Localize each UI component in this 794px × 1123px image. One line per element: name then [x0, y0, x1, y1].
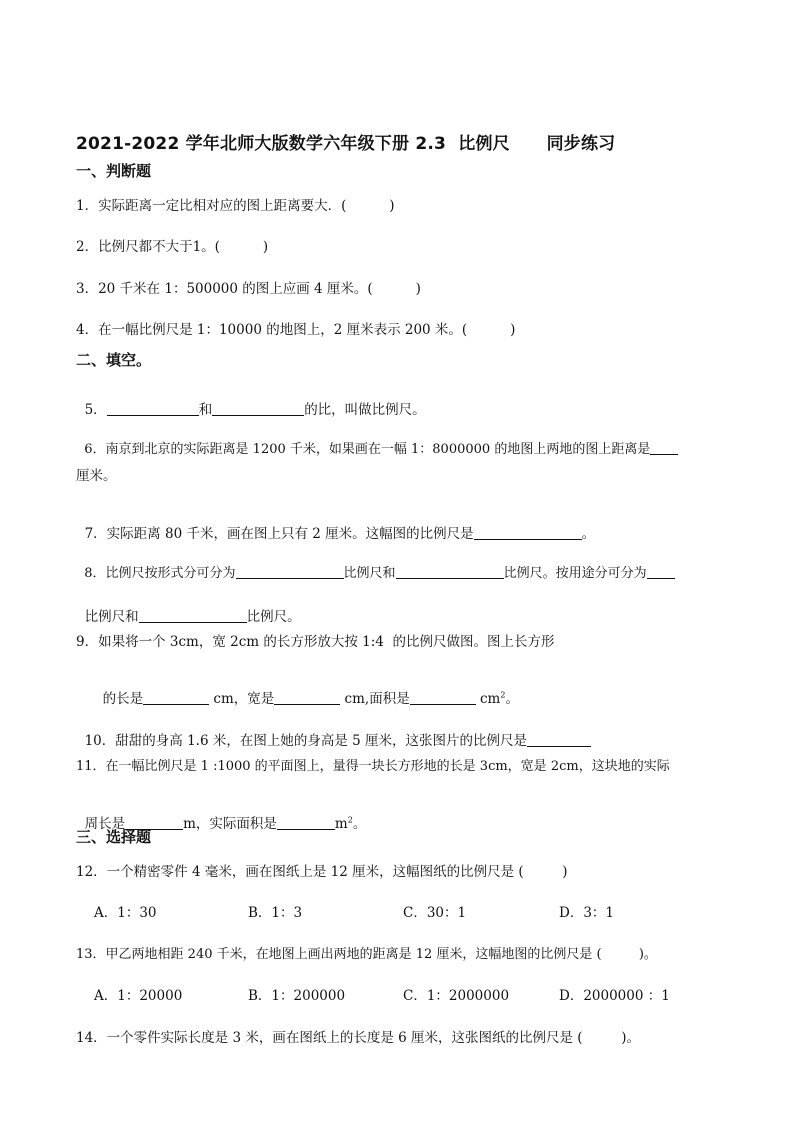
question-5-number: 5．: [84, 402, 107, 418]
page-title: 2021-2022 学年北师大版数学六年级下册 2.3 比例尺 同步练习: [76, 134, 616, 154]
question-11-text: 。: [352, 816, 367, 832]
question-8-text: 8．比例尺按形式分可分为: [84, 566, 236, 581]
question-3: 3．20 千米在 1：500000 的图上应画 4 厘米。( ): [76, 281, 421, 297]
question-9-cont: [94, 671, 519, 707]
question-8-cont: [76, 589, 301, 625]
question-9-text: cm,面积是: [340, 691, 410, 707]
superscript: 2: [500, 690, 506, 700]
question-5: [76, 382, 426, 418]
answer-blank[interactable]: [139, 608, 247, 623]
question-14: 14．一个零件实际长度是 3 米，画在图纸上的长度是 6 厘米，这张图纸的比例尺是 ( )。: [76, 1030, 640, 1046]
question-9-text: cm，宽是: [209, 691, 275, 707]
question-1: 1．实际距离一定比相对应的图上距离要大．( ): [76, 198, 395, 214]
question-8: [76, 547, 675, 581]
option-b[interactable]: B．1：3: [248, 905, 303, 921]
answer-blank[interactable]: [236, 564, 344, 579]
section-heading-judgement: 一、判断题: [76, 162, 152, 180]
question-11: 11．在一幅比例尺是 1 :1000 的平面图上，量得一块长方形地的长是 3cm，宽是 2cm，这块地的实际: [76, 759, 670, 774]
option-a[interactable]: A．1：20000: [94, 988, 183, 1004]
question-5-text: 和: [198, 402, 213, 418]
section-heading-fill: 二、填空。: [76, 351, 152, 369]
option-a[interactable]: A．1：30: [94, 905, 157, 921]
question-9-text: cm: [475, 691, 501, 707]
section-heading-choice: 三、选择题: [76, 828, 152, 846]
question-8-text: 比例尺和: [343, 566, 396, 581]
answer-blank[interactable]: [650, 440, 678, 455]
question-11-text: m，实际面积是: [183, 816, 277, 832]
question-8-text: 比例尺。按用途分可分为: [503, 566, 647, 581]
question-9-text: 。: [505, 691, 519, 707]
answer-blank[interactable]: [410, 690, 476, 705]
question-5-text: 的比，叫做比例尺。: [304, 402, 426, 418]
question-12: 12．一个精密零件 4 毫米，画在图纸上是 12 厘米，这幅图纸的比例尺是 ( ): [76, 864, 568, 880]
answer-blank[interactable]: [107, 401, 199, 416]
question-2: 2．比例尺都不大于1。( ): [76, 239, 269, 255]
option-c[interactable]: C．1：2000000: [403, 988, 510, 1004]
answer-blank[interactable]: [647, 564, 675, 579]
question-7: [76, 506, 595, 542]
option-d[interactable]: D．2000000 ：1: [559, 988, 670, 1004]
answer-blank[interactable]: [277, 815, 335, 830]
question-6-text: 6．南京到北京的实际距离是 1200 千米，如果画在一幅 1：8000000 的地图上两地的图上距离是: [84, 442, 651, 457]
question-10-text: 10．甜甜的身高 1.6 米，在图上她的身高是 5 厘米，这张图片的比例尺是: [84, 733, 527, 749]
option-c[interactable]: C．30：1: [403, 905, 467, 921]
question-11-text: m: [334, 816, 348, 832]
answer-blank[interactable]: [212, 401, 304, 416]
question-4: 4．在一幅比例尺是 1：10000 的地图上，2 厘米表示 200 米。( ): [76, 322, 516, 338]
question-10: [76, 713, 591, 749]
option-b[interactable]: B．1：200000: [248, 988, 346, 1004]
answer-blank[interactable]: [527, 732, 591, 747]
answer-blank[interactable]: [396, 564, 504, 579]
question-13: 13．甲乙两地相距 240 千米，在地图上画出两地的距离是 12 厘米，这幅地图的比例尺是 ( )。: [76, 947, 657, 962]
answer-blank[interactable]: [274, 690, 340, 705]
superscript: 2: [347, 815, 353, 825]
question-6: [76, 423, 678, 457]
question-7-text: 7．实际距离 80 千米，画在图上只有 2 厘米。这幅图的比例尺是: [84, 526, 474, 542]
answer-blank[interactable]: [474, 525, 582, 540]
question-8-text: 比例尺。: [246, 609, 301, 625]
question-7-text: 。: [581, 526, 596, 542]
question-11-text: 周长是: [84, 816, 126, 832]
answer-blank[interactable]: [143, 690, 209, 705]
question-6-cont: 厘米。: [76, 468, 117, 484]
question-8-text: 比例尺和: [84, 609, 139, 625]
question-9: 9．如果将一个 3cm，宽 2cm 的长方形放大按 1:4 的比例尺做图。图上长方形: [76, 634, 555, 650]
question-9-text: 的长是: [102, 691, 144, 707]
option-d[interactable]: D．3：1: [559, 905, 615, 921]
